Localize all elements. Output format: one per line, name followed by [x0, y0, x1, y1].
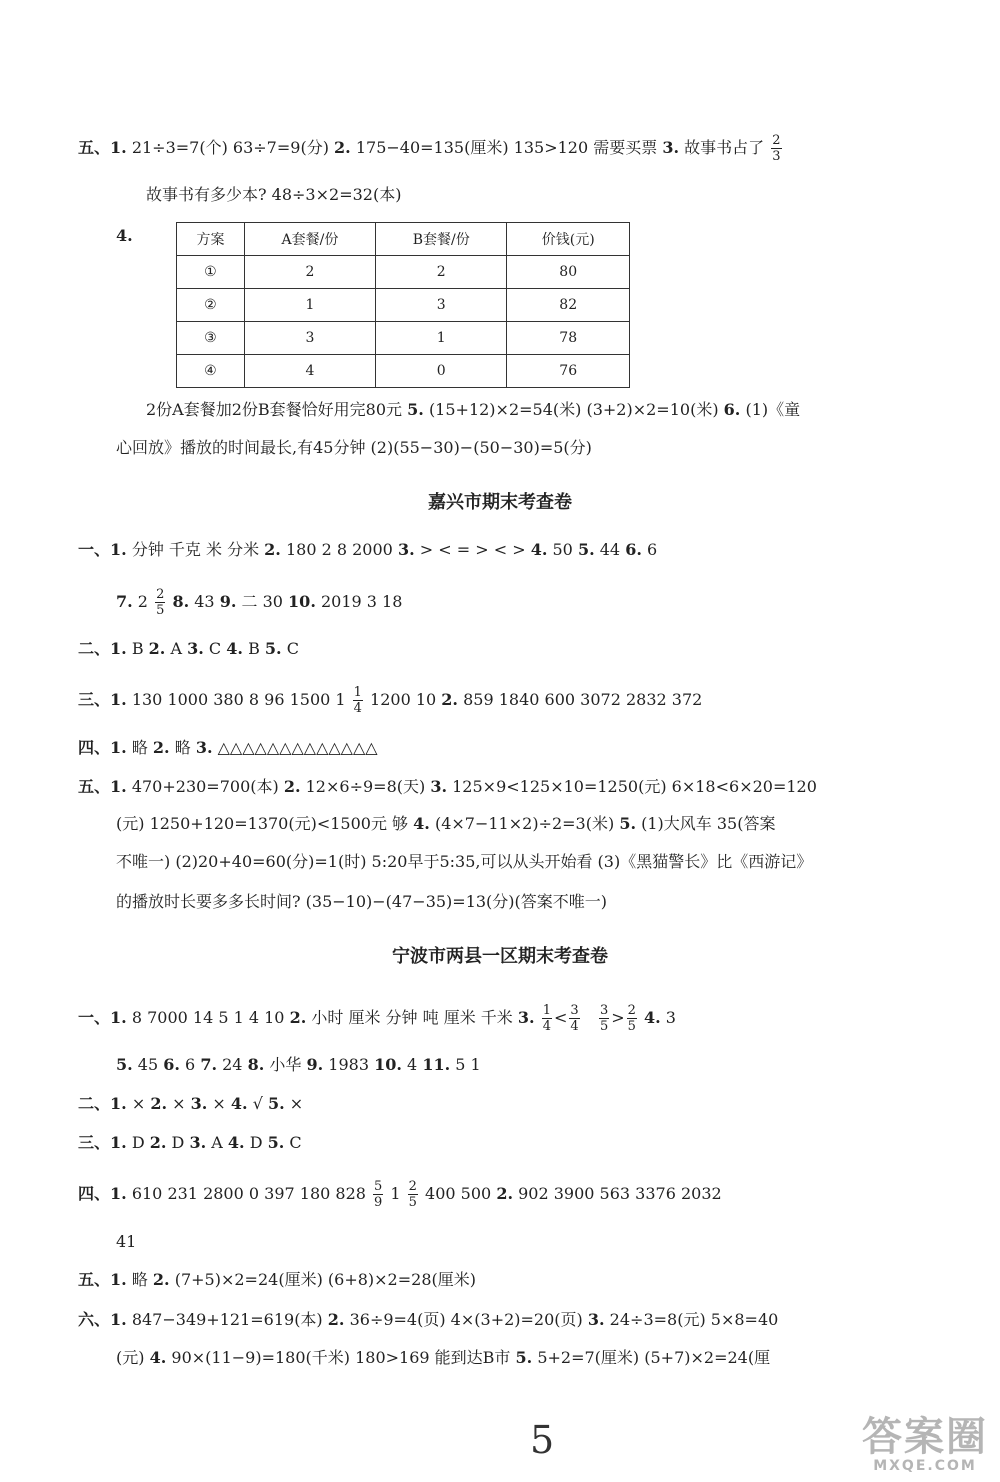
answer-text: A [170, 639, 183, 658]
numerator: 1 [353, 685, 362, 700]
answer-text: 小华 [269, 1055, 302, 1074]
answer-line [78, 134, 784, 163]
denominator: 4 [542, 1019, 551, 1034]
item-number: 7. [116, 592, 133, 611]
answer-text: D [171, 1133, 185, 1152]
item-number: 2. [289, 1008, 307, 1027]
table-header: B套餐/份 [375, 223, 506, 256]
item-number: 4. [227, 1133, 245, 1152]
table-row [177, 256, 630, 289]
table-header-row [177, 223, 630, 256]
item-number: 4. [530, 540, 548, 559]
numerator: 2 [772, 133, 781, 148]
answer-text: 24 [222, 1055, 243, 1074]
answer-line [78, 538, 657, 562]
item-number: 2. [441, 690, 458, 709]
answer-text: (15+12)×2=54(米) (3+2)×2=10(米) [428, 400, 719, 419]
answer-text: (1)大风车 35(答案 [641, 814, 776, 833]
answer-text: √ [252, 1094, 263, 1113]
answer-line [78, 1131, 302, 1155]
answer-line: 41 [116, 1232, 137, 1251]
item-number: 三、1. [78, 690, 127, 709]
answer-text: 175−40=135(厘米) 135>120 需要买票 [355, 138, 658, 157]
numerator: 2 [156, 587, 165, 602]
answer-text: 略 [131, 738, 148, 757]
answer-line: 心回放》播放的时间最长,有45分钟 (2)(55−30)−(50−30)=5(分) [116, 438, 592, 457]
answer-text: 2份A套餐加2份B套餐恰好用完80元 [146, 400, 403, 419]
answer-text: 12×6÷9=8(天) [305, 777, 426, 796]
answer-line [78, 686, 702, 715]
answer-text: B [131, 639, 144, 658]
answer-text: 45 [137, 1055, 159, 1074]
answer-line [78, 1180, 722, 1209]
table-cell: 76 [507, 355, 630, 388]
answer-text: 略 [131, 1270, 148, 1289]
denominator: 9 [374, 1195, 383, 1210]
item-number: 2. [334, 138, 351, 157]
item-number: 五、1. [78, 1270, 127, 1289]
numerator: 3 [599, 1003, 609, 1018]
answer-line [116, 588, 402, 617]
table-cell: 4 [244, 355, 375, 388]
answer-text: 4 [407, 1055, 418, 1074]
item-number: 五、1. [78, 138, 127, 157]
watermark-logo [862, 1416, 988, 1474]
item-number: 3. [189, 1133, 207, 1152]
item-number: 二、1. [78, 1094, 127, 1113]
answer-text: 470+230=700(本) [131, 777, 279, 796]
item-number: 6. [723, 400, 741, 419]
item-number: 3. [195, 738, 213, 757]
answer-text: 5+2=7(厘米) (5+7)×2=24(厘 [537, 1348, 771, 1367]
answer-text: 400 500 [425, 1184, 492, 1203]
table-cell: 78 [507, 322, 630, 355]
denominator: 5 [408, 1195, 417, 1210]
answer-text: 5 1 [455, 1055, 481, 1074]
watermark-url: MXQE.COM [873, 1458, 977, 1474]
answer-text: 1983 [328, 1055, 369, 1074]
answer-text: (元) [116, 1348, 145, 1367]
answer-line [116, 812, 775, 836]
item-number: 5. [407, 400, 424, 419]
answer-text: C [289, 1133, 302, 1152]
answer-text: D [249, 1133, 263, 1152]
item-number: 10. [288, 592, 316, 611]
answer-line [78, 637, 299, 661]
item-number: 8. [172, 592, 190, 611]
answer-text: 50 [552, 540, 573, 559]
table-cell: 1 [375, 322, 506, 355]
answer-text: 902 3900 563 3376 2032 [518, 1184, 722, 1203]
denominator: 5 [627, 1019, 636, 1034]
answer-text: 21÷3=7(个) 63÷7=9(分) [131, 138, 329, 157]
table-cell: ② [177, 289, 245, 322]
table-cell: 3 [375, 289, 506, 322]
answer-text: 43 [194, 592, 215, 611]
numerator: 2 [627, 1003, 636, 1018]
table-cell: 2 [375, 256, 506, 289]
item-number: 10. [374, 1055, 402, 1074]
answer-text: 3 [665, 1008, 676, 1027]
item-number: 5. [267, 1133, 285, 1152]
answer-text: △△△△△△△△△△△△△ [217, 738, 378, 757]
table-cell: 82 [507, 289, 630, 322]
answer-line [78, 1004, 676, 1033]
watermark-title: 答案圈 [862, 1414, 988, 1460]
fraction [542, 1004, 552, 1033]
answer-text: × [212, 1094, 226, 1113]
item-number: 3. [430, 777, 448, 796]
answer-text: (7+5)×2=24(厘米) (6+8)×2=28(厘米) [174, 1270, 476, 1289]
answer-text: 24÷3=8(元) 5×8=40 [609, 1310, 779, 1329]
item-number: 3. [397, 540, 415, 559]
answer-text: C [286, 639, 299, 658]
answer-text: 180 2 8 2000 [285, 540, 393, 559]
answer-text: 分钟 千克 米 分米 [131, 540, 260, 559]
answer-line: 的播放时长要多多长时间? (35−10)−(47−35)=13(分)(答案不唯一) [116, 892, 608, 911]
item-number: 11. [422, 1055, 451, 1074]
table-cell: 1 [244, 289, 375, 322]
item-number: 4. [116, 226, 133, 245]
item-number: 6. [163, 1055, 180, 1074]
table-cell: ① [177, 256, 245, 289]
item-number: 四、1. [78, 1184, 127, 1203]
item-number: 9. [306, 1055, 324, 1074]
answer-text: × [131, 1094, 146, 1113]
fraction [771, 134, 781, 163]
item-number: 9. [219, 592, 237, 611]
answer-text: 2019 3 18 [320, 592, 403, 611]
table-row [177, 355, 630, 388]
item-number: 5. [268, 1094, 285, 1113]
denominator: 4 [353, 701, 362, 716]
answer-text: C [208, 639, 222, 658]
table-header: A套餐/份 [244, 223, 375, 256]
plan-table [176, 222, 630, 388]
item-number: 2. [152, 738, 170, 757]
answer-line [116, 1053, 481, 1077]
answer-text: 90×(11−9)=180(千米) 180>169 能到达B市 [171, 1348, 511, 1367]
answer-text: 二 30 [241, 592, 283, 611]
denominator: 4 [570, 1019, 579, 1034]
table-header: 方案 [177, 223, 245, 256]
section-title: 宁波市两县一区期末考查卷 [392, 946, 608, 967]
item-number: 2. [148, 639, 166, 658]
fraction [155, 588, 165, 617]
numerator: 3 [570, 1003, 579, 1018]
item-number: 2. [149, 1133, 167, 1152]
section-title: 嘉兴市期末考查卷 [428, 492, 572, 513]
answer-text: D [131, 1133, 145, 1152]
answer-line [78, 736, 378, 760]
answer-text: (1)《童 [745, 400, 801, 419]
item-number: 3. [587, 1310, 605, 1329]
item-number: 8. [247, 1055, 265, 1074]
answer-text: 故事书占了 [684, 138, 765, 157]
item-number: 4. [149, 1348, 167, 1367]
numerator: 1 [542, 1003, 551, 1018]
item-number: 5. [619, 814, 637, 833]
item-number: 六、1. [78, 1310, 127, 1329]
comparison-sign: > [611, 1008, 625, 1027]
fraction [627, 1004, 637, 1033]
table-cell: 0 [375, 355, 506, 388]
item-number: 4. [413, 814, 430, 833]
fraction [373, 1180, 383, 1209]
item-number: 4. [230, 1094, 248, 1113]
answer-text: 6 [647, 540, 658, 559]
answer-text: > < = > < > [419, 540, 526, 559]
answer-text: 1200 10 [370, 690, 437, 709]
answer-line [78, 1092, 303, 1116]
item-number: 4. [644, 1008, 661, 1027]
item-number: 2. [327, 1310, 345, 1329]
answer-line [116, 1346, 770, 1370]
page-number: 5 [530, 1418, 555, 1462]
item-number: 四、1. [78, 738, 127, 757]
answer-text: A [211, 1133, 223, 1152]
table-row [177, 289, 630, 322]
item-number: 2. [152, 1270, 170, 1289]
answer-text: 859 1840 600 3072 2832 372 [463, 690, 703, 709]
answer-text: 1 [390, 1184, 401, 1203]
numerator: 2 [408, 1179, 417, 1194]
answer-text: × [172, 1094, 186, 1113]
answer-text: 610 231 2800 0 397 180 828 [131, 1184, 366, 1203]
fraction [408, 1180, 418, 1209]
answer-text: 44 [599, 540, 621, 559]
table-cell: 3 [244, 322, 375, 355]
answer-line [146, 398, 800, 422]
answer-text: 6 [185, 1055, 196, 1074]
answer-line [78, 1268, 476, 1292]
answer-text: B [248, 639, 260, 658]
item-number: 5. [515, 1348, 533, 1367]
table-cell: 80 [507, 256, 630, 289]
answer-text: 130 1000 380 8 96 1500 1 [131, 690, 346, 709]
answer-text: (元) 1250+120=1370(元)<1500元 够 [116, 814, 409, 833]
answer-text: 略 [174, 738, 191, 757]
item-number: 3. [517, 1008, 535, 1027]
answer-text: 小时 厘米 分钟 吨 厘米 千米 [311, 1008, 513, 1027]
answer-text: × [289, 1094, 304, 1113]
item-number: 一、1. [78, 540, 127, 559]
item-number: 2. [496, 1184, 514, 1203]
item-number: 3. [190, 1094, 208, 1113]
fraction [599, 1004, 609, 1033]
item-number: 5. [264, 639, 282, 658]
table-row [177, 322, 630, 355]
answer-line: 不唯一) (2)20+40=60(分)=1(时) 5:20早于5:35,可以从头开始看 (3)《黑猫警长》比《西游记》 [116, 852, 813, 871]
fraction [353, 686, 363, 715]
answer-text: (4×7−11×2)÷2=3(米) [434, 814, 615, 833]
item-number: 二、1. [78, 639, 127, 658]
item-number: 5. [577, 540, 595, 559]
item-number: 3. [187, 639, 204, 658]
fraction [569, 1004, 579, 1033]
answer-text: 8 7000 14 5 1 4 10 [131, 1008, 285, 1027]
answer-line [78, 1308, 778, 1332]
table-cell: ④ [177, 355, 245, 388]
item-number: 7. [200, 1055, 218, 1074]
item-number: 五、1. [78, 777, 127, 796]
item-number: 三、1. [78, 1133, 127, 1152]
answer-text: 36÷9=4(页) 4×(3+2)=20(页) [349, 1310, 583, 1329]
table-cell: 2 [244, 256, 375, 289]
table-header: 价钱(元) [507, 223, 630, 256]
answer-text: 2 [137, 592, 148, 611]
item-number: 4. [226, 639, 243, 658]
answer-text: 125×9<125×10=1250(元) 6×18<6×20=120 [452, 777, 817, 796]
answer-line: 故事书有多少本? 48÷3×2=32(本) [146, 185, 402, 204]
answer-line [78, 775, 817, 799]
numerator: 5 [374, 1179, 383, 1194]
denominator: 5 [156, 603, 165, 618]
item-number: 3. [662, 138, 680, 157]
answer-text: 847−349+121=619(本) [131, 1310, 323, 1329]
item-number: 2. [283, 777, 301, 796]
item-number: 5. [116, 1055, 133, 1074]
item-number: 2. [150, 1094, 168, 1113]
table-cell: ③ [177, 322, 245, 355]
denominator: 5 [599, 1019, 609, 1034]
comparison-sign: < [553, 1008, 568, 1027]
denominator: 3 [772, 149, 781, 164]
item-number: 2. [264, 540, 281, 559]
item-number: 6. [625, 540, 642, 559]
item-number: 一、1. [78, 1008, 127, 1027]
